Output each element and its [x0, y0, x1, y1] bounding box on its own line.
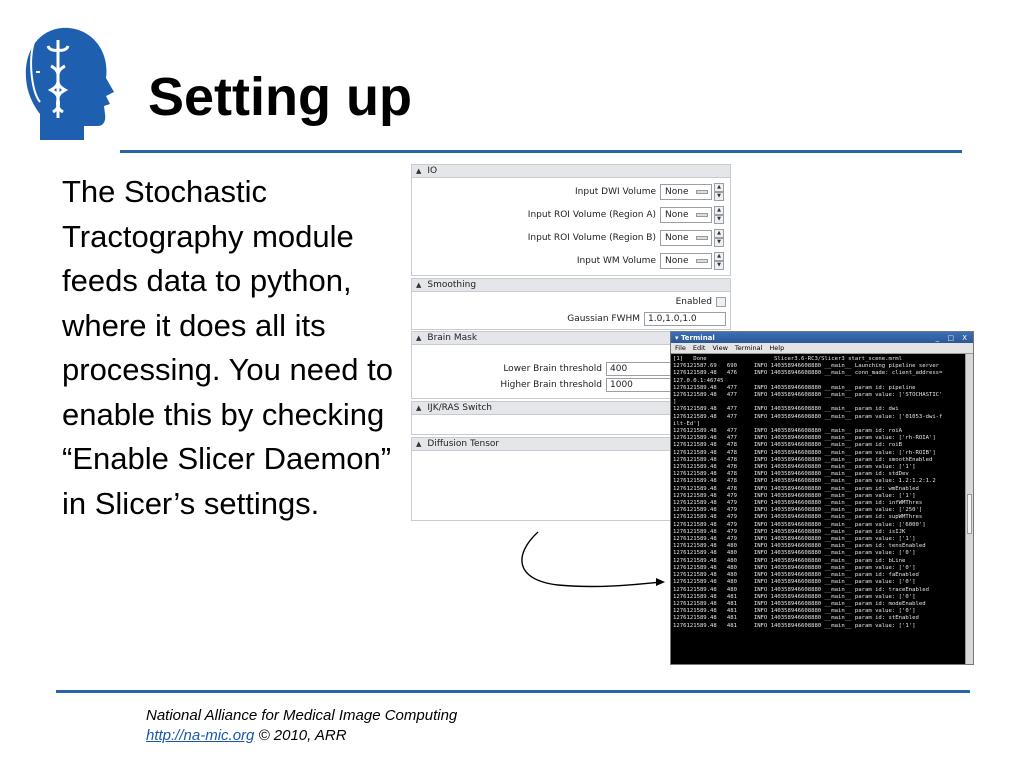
- input-dwi-value: None: [665, 187, 689, 197]
- terminal-line: ilt-Ed']: [673, 420, 700, 427]
- ijk-ras-section-title: IJK/RAS Switch: [427, 403, 493, 413]
- input-dwi-spin[interactable]: [714, 183, 724, 201]
- menu-terminal[interactable]: Terminal: [734, 344, 763, 352]
- terminal-line: [1] Done Slicer3.6-RC3/Slicer3 start_scene.mrml: [673, 356, 903, 362]
- up-arrow-icon[interactable]: ▲: [714, 252, 724, 261]
- terminal-line: 1276121589.48 478 INFO 140358946608880 __main__ param value: ['1']: [673, 464, 916, 471]
- terminal-line: 1276121589.48 477 INFO 140358946608880 __main__ param id: pipeline: [673, 384, 916, 391]
- scrollbar-thumb[interactable]: [967, 494, 972, 534]
- terminal-line: 1276121589.48 479 INFO 140358946608880 __main__ param id: isIJK: [673, 528, 906, 535]
- terminal-line: 127.0.0.1:46745: [673, 377, 724, 384]
- terminal-line: 1276121589.48 479 INFO 140358946608880 __main__ param value: ['1']: [673, 492, 916, 499]
- slide-title: Setting up: [148, 67, 412, 127]
- lower-threshold-label: Lower Brain threshold: [503, 364, 602, 374]
- input-roi-a-row: [528, 206, 724, 224]
- terminal-line: 1276121589.48 480 INFO 140358946608880 __main__ param id: traceEnabled: [673, 586, 929, 593]
- io-section-title: IO: [427, 166, 438, 176]
- terminal-title: Terminal: [680, 333, 715, 342]
- input-roi-a-spin[interactable]: [714, 206, 724, 224]
- terminal-line: 1276121589.48 478 INFO 140358946608880 __main__ param id: roiB: [673, 442, 903, 449]
- terminal-line: 1276121589.48 477 INFO 140358946608880 __main__ param id: dwi: [673, 406, 899, 413]
- input-dwi-row: [575, 183, 724, 201]
- terminal-line: 1276121589.48 478 INFO 140358946608880 __main__ param id: wmEnabled: [673, 485, 919, 492]
- terminal-line: 1276121589.48 478 INFO 140358946608880 __main__ param value: ['rh-ROIB']: [673, 449, 936, 456]
- menu-edit[interactable]: Edit: [692, 344, 706, 352]
- terminal-line: 1276121589.48 479 INFO 140358946608880 __main__ param value: ['250']: [673, 507, 923, 514]
- menu-file[interactable]: File: [675, 344, 686, 352]
- collapse-icon: ▲: [416, 281, 422, 289]
- footer: [146, 706, 457, 746]
- smoothing-section-title: Smoothing: [427, 280, 477, 290]
- brain-mask-section-title: Brain Mask: [427, 333, 478, 343]
- terminal-line: 1276121589.48 481 INFO 140358946608880 __main__ param id: modeEnabled: [673, 600, 926, 607]
- input-roi-a-value: None: [665, 210, 689, 220]
- terminal-line: 1276121589.48 481 INFO 140358946608880 __main__ param value: ['1']: [673, 622, 916, 629]
- gaussian-fwhm-field[interactable]: 1.0,1.0,1.0: [644, 312, 726, 326]
- terminal-line: 1276121589.48 478 INFO 140358946608880 __main__ param id: smoothEnabled: [673, 456, 933, 463]
- namic-logo-icon: [18, 22, 128, 144]
- terminal-line: 1276121589.48 480 INFO 140358946608880 __main__ param value: ['0']: [673, 579, 916, 586]
- input-wm-value: None: [665, 256, 689, 266]
- terminal-line: 1276121589.48 477 INFO 140358946608880 __main__ param value: ['01053-dwi-f: [673, 413, 943, 420]
- footer-divider: [56, 690, 970, 693]
- body-text: The Stochastic Tractography module feeds data to python, where it does all its processing. You need to enable this by checking “Enable Slicer Daemon” in Slicer’s settings.: [62, 174, 393, 521]
- smoothing-enabled-label: Enabled: [675, 297, 712, 307]
- terminal-titlebar[interactable]: [671, 332, 973, 343]
- terminal-line: 1276121589.48 479 INFO 140358946608880 __main__ param id: supWMThres: [673, 514, 923, 521]
- smoothing-enabled-checkbox[interactable]: [716, 297, 726, 307]
- terminal-line: 1276121589.48 480 INFO 140358946608880 __main__ param id: faEnabled: [673, 572, 919, 579]
- terminal-line: 1276121589.48 480 INFO 140358946608880 __main__ param id: bLine: [673, 557, 906, 564]
- terminal-line: 1276121589.48 478 INFO 140358946608880 __main__ param value: 1.2:1.2:1.2: [673, 478, 936, 485]
- collapse-icon: ▲: [416, 334, 422, 342]
- terminal-line: ]: [673, 399, 677, 406]
- smoothing-section: [411, 278, 731, 330]
- input-dwi-selector[interactable]: [660, 184, 712, 200]
- collapse-icon: ▲: [416, 440, 422, 448]
- dropdown-handle-icon: [696, 259, 708, 263]
- terminal-line: 1276121589.48 479 INFO 140358946608880 __main__ param id: infWMThres: [673, 500, 923, 507]
- footer-line2: [146, 726, 457, 746]
- terminal-scrollbar[interactable]: [965, 354, 973, 664]
- terminal-line: 1276121589.48 477 INFO 140358946608880 __main__ param id: roiA: [673, 428, 903, 435]
- smoothing-enabled-row: [676, 297, 726, 307]
- curved-arrow-icon: [510, 528, 675, 598]
- title-divider: [120, 150, 962, 153]
- diffusion-tensor-section-title: Diffusion Tensor: [427, 439, 500, 449]
- collapse-icon: ▲: [416, 404, 422, 412]
- up-arrow-icon[interactable]: ▲: [714, 206, 724, 215]
- down-arrow-icon[interactable]: ▼: [714, 261, 724, 270]
- terminal-output: [671, 354, 965, 664]
- footer-link[interactable]: http://na-mic.org: [146, 727, 255, 744]
- dropdown-handle-icon: [696, 190, 708, 194]
- input-roi-b-row: [528, 229, 724, 247]
- terminal-line: 1276121589.48 481 INFO 140358946608880 __main__ param id: stEnabled: [673, 615, 919, 622]
- input-roi-b-label: Input ROI Volume (Region B): [527, 233, 656, 243]
- terminal-line: 1276121589.48 478 INFO 140358946608880 __main__ param id: stdDev: [673, 471, 909, 478]
- terminal-line: 1276121589.48 477 INFO 140358946608880 __main__ param value: ['rh-ROIA']: [673, 435, 936, 442]
- higher-threshold-row: [412, 378, 676, 392]
- higher-threshold-label: Higher Brain threshold: [500, 380, 602, 390]
- footer-copyright: © 2010, ARR: [258, 727, 347, 744]
- terminal-window[interactable]: [670, 331, 974, 665]
- menu-view[interactable]: View: [712, 344, 728, 352]
- input-roi-b-value: None: [665, 233, 689, 243]
- terminal-line: 1276121589.48 480 INFO 140358946608880 __main__ param id: tensEnabled: [673, 543, 926, 550]
- terminal-line: 1276121589.48 479 INFO 140358946608880 __main__ param value: ['6000']: [673, 521, 926, 528]
- terminal-line: 1276121587.69 690 INFO 140358946608880 __main__ Launching pipeline server: [673, 363, 940, 370]
- input-wm-row: [577, 252, 724, 270]
- terminal-line: 1276121589.48 481 INFO 140358946608880 __main__ param value: ['0']: [673, 608, 916, 615]
- input-roi-a-label: Input ROI Volume (Region A): [527, 210, 656, 220]
- input-wm-selector[interactable]: [660, 253, 712, 269]
- terminal-line: 1276121589.48 481 INFO 140358946608880 __main__ param value: ['0']: [673, 593, 916, 600]
- input-wm-spin[interactable]: [714, 252, 724, 270]
- gaussian-fwhm-row: [567, 312, 726, 326]
- dropdown-handle-icon: [696, 213, 708, 217]
- terminal-line: 1276121589.48 480 INFO 140358946608880 __main__ param value: ['0']: [673, 550, 916, 557]
- gaussian-fwhm-label: Gaussian FWHM: [567, 314, 640, 324]
- input-roi-b-selector[interactable]: [660, 230, 712, 246]
- lower-threshold-row: [412, 362, 676, 376]
- down-arrow-icon[interactable]: ▼: [714, 192, 724, 201]
- footer-org: National Alliance for Medical Image Computing: [146, 707, 458, 724]
- input-roi-a-selector[interactable]: [660, 207, 712, 223]
- terminal-menubar: [671, 343, 973, 354]
- io-section-header[interactable]: [412, 165, 730, 178]
- input-dwi-label: Input DWI Volume: [575, 187, 656, 197]
- input-wm-label: Input WM Volume: [576, 256, 656, 266]
- terminal-line: 1276121589.48 477 INFO 140358946608880 __main__ param value: ['STOCHASTIC': [673, 392, 943, 399]
- up-arrow-icon[interactable]: ▲: [714, 229, 724, 238]
- collapse-icon: ▲: [416, 167, 422, 175]
- smoothing-section-header[interactable]: [412, 279, 730, 292]
- terminal-menu-icon[interactable]: ▾: [675, 333, 681, 342]
- io-section: [411, 164, 731, 276]
- terminal-line: 1276121589.48 476 INFO 140358946608880 __main__ conn_made: client_address=: [673, 370, 943, 377]
- lower-threshold-field[interactable]: 400: [606, 362, 676, 376]
- terminal-line: 1276121589.48 479 INFO 140358946608880 __main__ param value: ['1']: [673, 536, 916, 543]
- down-arrow-icon[interactable]: ▼: [714, 238, 724, 247]
- up-arrow-icon[interactable]: ▲: [714, 183, 724, 192]
- terminal-line: 1276121589.48 480 INFO 140358946608880 __main__ param value: ['0']: [673, 564, 916, 571]
- down-arrow-icon[interactable]: ▼: [714, 215, 724, 224]
- higher-threshold-field[interactable]: 1000: [606, 378, 676, 392]
- window-controls[interactable]: _ □ X: [935, 333, 970, 342]
- dropdown-handle-icon: [696, 236, 708, 240]
- menu-help[interactable]: Help: [769, 344, 785, 352]
- input-roi-b-spin[interactable]: [714, 229, 724, 247]
